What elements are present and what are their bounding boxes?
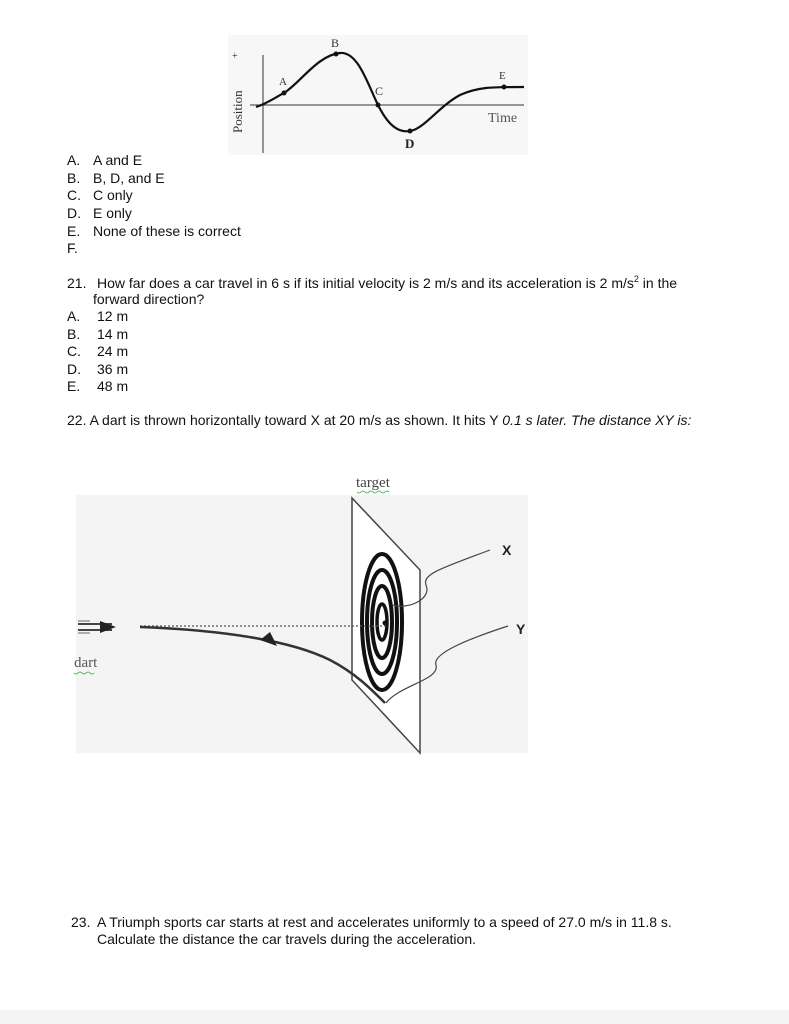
graph-label-b: B <box>331 36 340 50</box>
q21-option-a-text: 12 m <box>97 308 129 324</box>
q21-option-e-letter: E. <box>67 378 81 394</box>
q22-text-b: 0.1 s later. The distance XY is: <box>502 412 692 428</box>
graph-point-a <box>282 91 287 96</box>
q21-number: 21. <box>67 275 87 291</box>
graph-point-b <box>334 52 339 57</box>
q21-question-line2: forward direction? <box>93 291 205 307</box>
q20-option-f-letter: F. <box>67 240 78 256</box>
graph-point-e <box>502 85 507 90</box>
q20-option-d-letter: D. <box>67 205 81 221</box>
q21-question-line1-a: How far does a car travel in 6 s if its initial velocity is 2 m/s and its acceleration is 2 m/s <box>97 275 634 291</box>
q21-option-c-letter: C. <box>67 343 81 359</box>
q21-option-d-letter: D. <box>67 361 81 377</box>
position-time-graph <box>228 35 528 155</box>
q21-question-line1 <box>97 275 677 292</box>
q21-question-line1-b: in the <box>638 275 678 291</box>
dart-target-figure <box>70 470 540 760</box>
q21-option-b-text: 14 m <box>97 326 129 342</box>
graph-point-d <box>408 129 413 134</box>
q23-question-line1: A Triumph sports car starts at rest and accelerates uniformly to a speed of 27.0 m/s in 11.8 s. <box>97 914 672 930</box>
q20-option-e-text: None of these is correct <box>93 223 241 239</box>
graph-label-c: C <box>375 84 384 98</box>
graph-y-axis-label: Position <box>230 90 245 133</box>
q22-number: 22. <box>67 412 87 428</box>
graph-label-e: E <box>499 70 506 82</box>
q23-number: 23. <box>71 914 91 930</box>
q23-question-line2: Calculate the distance the car travels during the acceleration. <box>97 931 476 947</box>
q21-superscript: 2 <box>633 274 639 284</box>
q20-option-e-letter: E. <box>67 223 81 239</box>
q22-question <box>67 412 691 429</box>
page-bottom-edge <box>0 1010 789 1024</box>
q21-option-b-letter: B. <box>67 326 81 342</box>
q20-option-a-text: A and E <box>93 152 143 168</box>
q20-option-a-letter: A. <box>67 152 81 168</box>
dart-label: dart <box>74 655 98 671</box>
graph-x-axis-label: Time <box>488 111 518 126</box>
q21-option-a-letter: A. <box>67 308 81 324</box>
graph-point-c <box>376 103 381 108</box>
graph-label-d: D <box>405 136 415 151</box>
q21-option-e-text: 48 m <box>97 378 129 394</box>
q20-option-b-text: B, D, and E <box>93 170 165 186</box>
q20-option-c-text: C only <box>93 187 133 203</box>
q20-option-b-letter: B. <box>67 170 81 186</box>
q20-option-d-text: E only <box>93 205 132 221</box>
q20-option-c-letter: C. <box>67 187 81 203</box>
q21-option-d-text: 36 m <box>97 361 129 377</box>
graph-label-a: A <box>279 76 287 88</box>
target-label: target <box>356 475 390 491</box>
target-label-underline <box>357 491 389 493</box>
graph-label-plus: + <box>232 51 238 62</box>
q22-text-a: A dart is thrown horizontally toward X at 20 m/s as shown. It hits Y <box>89 412 503 428</box>
x-label: X <box>502 542 512 558</box>
y-label: Y <box>516 621 526 637</box>
q21-option-c-text: 24 m <box>97 343 129 359</box>
